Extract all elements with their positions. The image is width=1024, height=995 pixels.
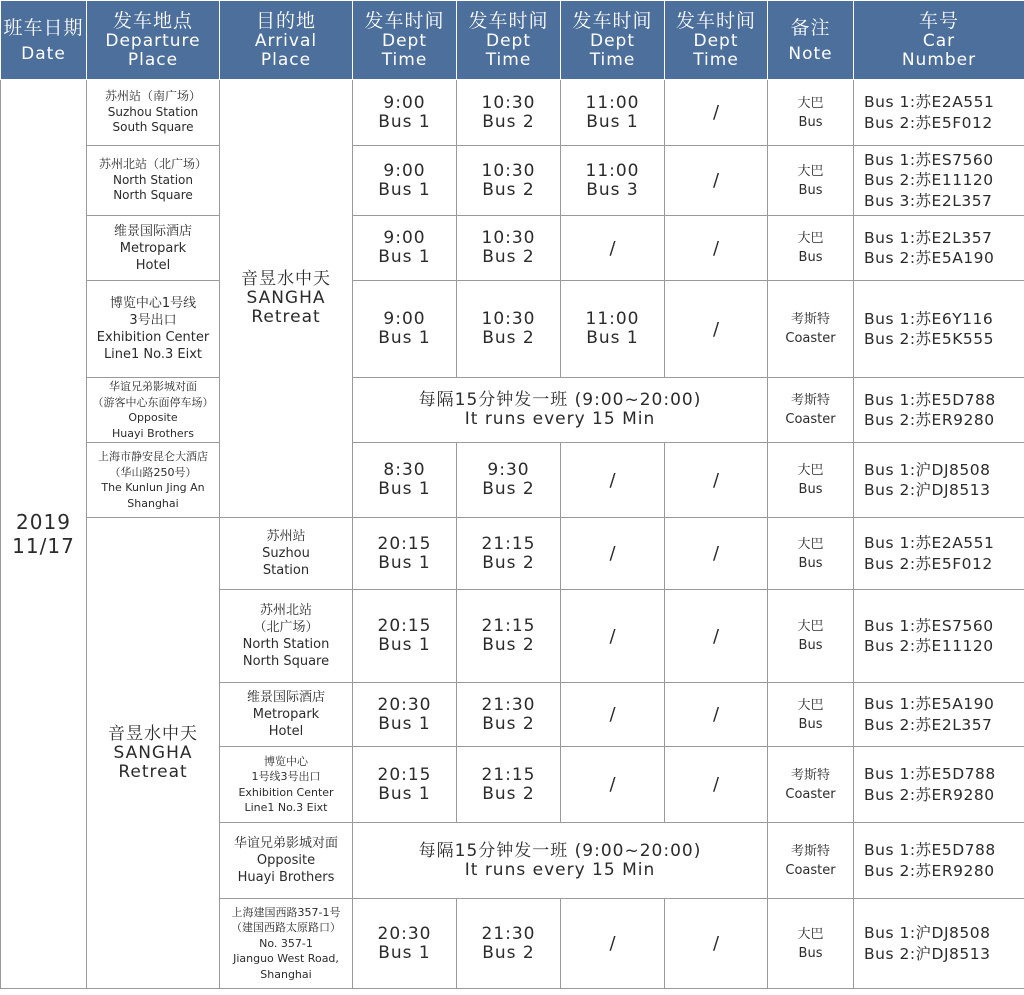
car-line: Bus 1:苏E5D788 [864, 841, 996, 859]
place-line: Line1 No.3 Eixt [103, 347, 203, 362]
time-value: 9:00 [383, 309, 426, 329]
vehicle-note [768, 590, 854, 683]
place-line: （建国西路太原路口） [231, 921, 341, 935]
dept-time [353, 216, 457, 281]
place-line: SANGHA [113, 742, 193, 763]
header-dept-time-zh: 发车时间 [364, 10, 445, 32]
bus-label: Bus 3 [586, 179, 639, 200]
bus-label: Bus 2 [482, 942, 535, 963]
dept-time [457, 281, 561, 378]
place-line: 华谊兄弟影城对面 [233, 836, 338, 851]
place-line: Jianguo West Road, [233, 952, 339, 966]
time-value: 8:30 [383, 460, 426, 480]
header-dept-time-1 [353, 1, 457, 80]
bus-label: Bus 1 [378, 479, 431, 499]
place-line: Opposite [256, 853, 316, 868]
header-dept-time-2 [457, 1, 561, 80]
arrival-place [220, 80, 353, 518]
time-value: 20:15 [377, 616, 432, 636]
vehicle-note [768, 747, 854, 823]
dept-time [353, 899, 457, 989]
header-departure-zh: 发车地点 [112, 10, 193, 32]
header-dept-time-en: Dept [589, 31, 635, 51]
car-line: Bus 1:苏E5D788 [864, 765, 996, 783]
departure-place [87, 281, 220, 378]
dept-time-empty: / [561, 683, 665, 747]
time-value: 10:30 [481, 160, 536, 181]
vehicle-note [768, 281, 854, 378]
dept-time [457, 747, 561, 823]
car-line: Bus 1:苏E2A551 [864, 93, 995, 111]
header-note-zh: 备注 [790, 16, 831, 39]
note-zh: 大巴 [797, 697, 824, 713]
car-line: Bus 2:沪DJ8513 [864, 944, 991, 963]
date-day: 11/17 [12, 534, 75, 558]
time-value: 20:30 [377, 694, 432, 715]
place-line: Exhibition Center [96, 330, 210, 345]
place-line: Retreat [118, 761, 188, 782]
place-line: The Kunlun Jing An [101, 481, 205, 494]
note-zh: 大巴 [797, 619, 824, 634]
car-line: Bus 3:苏E2L357 [864, 191, 993, 210]
header-departure-en: Departure [105, 31, 201, 51]
bus-label: Bus 1 [378, 635, 431, 655]
dept-time [457, 683, 561, 747]
place-line: 3号出口 [129, 313, 177, 328]
place-line: 上海建国西路357-1号 [231, 905, 341, 919]
car-number [854, 747, 1024, 823]
car-number [854, 80, 1024, 146]
dept-time [457, 590, 561, 683]
place-line: Exhibition Center [238, 785, 334, 799]
table-row [1, 443, 1024, 518]
header-dept-time-en: Dept [693, 31, 739, 51]
dept-time [353, 146, 457, 216]
bus-label: Bus 1 [378, 179, 431, 200]
time-value: 21:15 [481, 533, 536, 554]
return-departure-place [87, 518, 220, 989]
vehicle-note [768, 518, 854, 590]
note-zh: 大巴 [797, 536, 824, 552]
dept-time [561, 281, 665, 378]
place-line: 苏州站（南广场） [104, 89, 201, 104]
header-row [1, 1, 1024, 80]
dept-time-empty: / [665, 590, 768, 683]
dept-time-empty: / [561, 443, 665, 518]
table-row [1, 518, 1024, 590]
header-dept-time-zh: 发车时间 [572, 10, 653, 32]
place-line: North Station [112, 172, 194, 187]
note-zh: 考斯特 [790, 767, 830, 783]
car-line: Bus 2:苏E11120 [864, 637, 994, 655]
place-line: 维景国际酒店 [113, 223, 192, 239]
bus-label: Bus 2 [482, 479, 535, 499]
bus-label: Bus 2 [482, 552, 535, 573]
header-arrival-en: Arrival [254, 31, 318, 51]
time-value: 9:00 [383, 228, 426, 248]
place-line: South Square [112, 120, 194, 135]
time-value: 9:00 [383, 92, 426, 113]
dept-time-empty: / [665, 146, 768, 216]
departure-place [87, 216, 220, 281]
header-date-zh: 班车日期 [3, 16, 84, 39]
time-value: 10:30 [481, 228, 536, 248]
vehicle-note [768, 80, 854, 146]
place-line: Hotel [268, 724, 304, 739]
frequency-zh: 每隔15分钟发一班 (9:00~20:00) [418, 390, 702, 410]
frequency-en: It runs every 15 Min [464, 409, 656, 429]
dept-time-empty: / [665, 281, 768, 378]
dept-time [561, 80, 665, 146]
vehicle-note [768, 378, 854, 443]
header-dept-time-zh: 发车时间 [675, 10, 756, 32]
time-value: 10:30 [481, 309, 536, 329]
note-en: Bus [798, 716, 823, 732]
vehicle-note [768, 683, 854, 747]
header-arrival-zh: 目的地 [255, 10, 316, 32]
note-zh: 大巴 [797, 163, 824, 179]
time-value: 11:00 [585, 92, 640, 113]
place-line: Huayi Brothers [237, 870, 335, 885]
car-line: Bus 2:苏E5F012 [864, 554, 993, 573]
vehicle-note [768, 823, 854, 899]
dept-time-empty: / [665, 747, 768, 823]
header-dept-time-en: Time [693, 50, 739, 70]
departure-place [87, 146, 220, 216]
car-line: Bus 1:苏E2A551 [864, 534, 995, 552]
dept-time [457, 518, 561, 590]
note-zh: 大巴 [797, 463, 824, 478]
note-zh: 考斯特 [790, 393, 830, 408]
bus-label: Bus 2 [482, 179, 535, 200]
frequency-en: It runs every 15 Min [464, 859, 656, 880]
time-value: 20:15 [377, 764, 432, 785]
car-number [854, 378, 1024, 443]
frequency-zh: 每隔15分钟发一班 (9:00~20:00) [418, 840, 702, 861]
place-line: （华山路250号） [109, 465, 197, 479]
bus-label: Bus 1 [378, 247, 431, 267]
time-value: 10:30 [481, 92, 536, 113]
header-dept-time-4 [665, 1, 768, 80]
time-value: 21:15 [481, 764, 536, 785]
vehicle-note [768, 146, 854, 216]
dept-time-empty: / [665, 443, 768, 518]
place-line: North Square [113, 188, 193, 203]
table-row [1, 216, 1024, 281]
dept-time [353, 443, 457, 518]
car-line: Bus 2:苏E5A190 [864, 249, 995, 267]
time-value: 20:15 [377, 533, 432, 554]
arrival-place [220, 518, 353, 590]
place-line: 苏州北站（北广场） [98, 157, 207, 172]
note-zh: 考斯特 [790, 312, 830, 327]
place-line: Shanghai [260, 967, 312, 981]
bus-label: Bus 1 [378, 783, 431, 804]
car-number [854, 443, 1024, 518]
place-line: Station [262, 563, 310, 578]
header-date [1, 1, 87, 80]
car-number [854, 146, 1024, 216]
car-line: Bus 1:沪DJ8508 [864, 460, 991, 479]
header-arrival [220, 1, 353, 80]
dept-time-empty: / [665, 518, 768, 590]
table-row [1, 80, 1024, 146]
car-line: Bus 2:苏E5K555 [864, 330, 994, 348]
car-line: Bus 1:苏ES7560 [864, 150, 994, 169]
car-line: Bus 1:苏E5D788 [864, 390, 996, 409]
dept-time [457, 216, 561, 281]
place-line: （北广场） [253, 620, 319, 635]
dept-time-empty: / [561, 216, 665, 281]
dept-time-empty: / [665, 899, 768, 989]
note-en: Bus [798, 555, 823, 571]
time-value: 20:30 [377, 923, 432, 944]
vehicle-note [768, 443, 854, 518]
vehicle-note [768, 216, 854, 281]
place-line: Suzhou [262, 546, 310, 561]
header-dept-time-zh: 发车时间 [468, 10, 549, 32]
date-cell [1, 80, 87, 989]
car-number [854, 683, 1024, 747]
place-line: （游客中心东面停车场） [92, 395, 214, 409]
header-note-en: Note [788, 43, 833, 64]
car-line: Bus 2:苏ER9280 [864, 785, 995, 804]
date-year: 2019 [16, 510, 71, 534]
arrival-place [220, 747, 353, 823]
place-line: SANGHA [246, 288, 326, 308]
place-line: 上海市静安昆仑大酒店 [98, 450, 208, 463]
place-line: Line1 No.3 Eixt [244, 801, 328, 814]
car-number [854, 518, 1024, 590]
arrival-place [220, 590, 353, 683]
place-line: North Station [242, 637, 330, 652]
departure-place [87, 443, 220, 518]
dept-time [457, 443, 561, 518]
dept-time-empty: / [561, 899, 665, 989]
dept-time-empty: / [665, 216, 768, 281]
dept-time [457, 80, 561, 146]
dept-time [353, 683, 457, 747]
bus-label: Bus 1 [378, 552, 431, 573]
time-value: 21:30 [481, 923, 536, 944]
note-en: Bus [798, 114, 823, 130]
note-en: Coaster [785, 331, 836, 346]
frequency-cell [353, 823, 768, 899]
bus-label: Bus 2 [482, 635, 535, 655]
note-en: Bus [798, 250, 823, 265]
header-arrival-en: Place [260, 50, 312, 70]
place-line: 博览中心 [264, 754, 308, 768]
header-car-en: Number [901, 50, 977, 70]
place-line: 苏州北站 [259, 603, 312, 618]
place-line: Shanghai [127, 496, 179, 510]
header-note [768, 1, 854, 80]
header-departure-en: Place [127, 50, 179, 70]
bus-label: Bus 1 [378, 713, 431, 734]
dept-time [457, 899, 561, 989]
time-value: 21:15 [481, 616, 536, 636]
dept-time [457, 146, 561, 216]
place-line: Retreat [251, 307, 321, 327]
place-line: 华谊兄弟影城对面 [109, 380, 197, 393]
arrival-place [220, 823, 353, 899]
header-dept-time-3 [561, 1, 665, 80]
dept-time [353, 747, 457, 823]
note-en: Coaster [785, 412, 836, 427]
dept-time-empty: / [561, 590, 665, 683]
bus-label: Bus 1 [586, 111, 639, 132]
time-value: 21:30 [481, 694, 536, 715]
bus-label: Bus 1 [378, 942, 431, 963]
dept-time [353, 281, 457, 378]
note-zh: 考斯特 [790, 843, 830, 859]
header-car-en: Car [922, 31, 956, 51]
header-dept-time-en: Time [381, 50, 428, 70]
dept-time-empty: / [561, 747, 665, 823]
car-number [854, 281, 1024, 378]
note-zh: 大巴 [797, 926, 824, 942]
bus-label: Bus 2 [482, 783, 535, 804]
place-line: 博览中心1号线 [109, 296, 197, 311]
note-en: Coaster [785, 862, 836, 878]
car-number [854, 899, 1024, 989]
bus-label: Bus 1 [586, 328, 639, 348]
note-zh: 大巴 [797, 231, 824, 246]
bus-label: Bus 2 [482, 111, 535, 132]
header-dept-time-en: Time [589, 50, 636, 70]
header-dept-time-en: Dept [381, 31, 427, 51]
place-line: North Square [242, 654, 330, 669]
dept-time-empty: / [561, 518, 665, 590]
bus-label: Bus 2 [482, 713, 535, 734]
car-line: Bus 1:沪DJ8508 [864, 924, 991, 942]
dept-time [561, 146, 665, 216]
time-value: 9:00 [383, 160, 426, 181]
table-row [1, 281, 1024, 378]
dept-time-empty: / [665, 80, 768, 146]
car-line: Bus 2:苏ER9280 [864, 861, 995, 880]
header-departure [87, 1, 220, 80]
place-line: 1号线3号出口 [251, 770, 321, 783]
car-line: Bus 1:苏E2L357 [864, 228, 993, 247]
place-line: 维景国际酒店 [246, 690, 325, 705]
place-line: Opposite [128, 411, 178, 424]
car-line: Bus 1:苏ES7560 [864, 616, 994, 635]
car-line: Bus 2:苏E5F012 [864, 113, 993, 132]
place-line: 音昱水中天 [108, 723, 198, 744]
time-value: 11:00 [585, 309, 640, 329]
car-line: Bus 2:苏ER9280 [864, 411, 995, 429]
place-line: Hotel [135, 257, 171, 273]
car-line: Bus 2:苏E11120 [864, 171, 994, 190]
place-line: Suzhou Station [107, 104, 199, 119]
note-en: Bus [798, 638, 823, 653]
frequency-cell [353, 378, 768, 443]
dept-time [353, 518, 457, 590]
car-number [854, 216, 1024, 281]
dept-time [353, 590, 457, 683]
place-line: Metropark [119, 240, 187, 256]
bus-label: Bus 1 [378, 111, 431, 132]
table-row [1, 146, 1024, 216]
note-en: Bus [798, 945, 823, 961]
header-car-number [854, 1, 1024, 80]
departure-place [87, 80, 220, 146]
header-car-zh: 车号 [918, 10, 959, 32]
car-line: Bus 2:沪DJ8513 [864, 481, 991, 499]
header-date-en: Date [21, 43, 66, 64]
bus-label: Bus 1 [378, 328, 431, 348]
header-dept-time-en: Dept [485, 31, 531, 51]
car-line: Bus 1:苏E6Y116 [864, 309, 994, 328]
dept-time-empty: / [665, 683, 768, 747]
place-line: Huayi Brothers [112, 426, 194, 440]
place-line: Metropark [252, 707, 320, 722]
place-line: 音昱水中天 [241, 269, 331, 289]
place-line: 苏州站 [266, 529, 306, 544]
time-value: 11:00 [585, 160, 640, 181]
note-en: Coaster [785, 786, 836, 802]
note-zh: 大巴 [797, 95, 824, 111]
dept-time [353, 80, 457, 146]
car-line: Bus 2:苏E2L357 [864, 715, 993, 734]
arrival-place [220, 899, 353, 989]
vehicle-note [768, 899, 854, 989]
car-number [854, 590, 1024, 683]
car-number [854, 823, 1024, 899]
note-en: Bus [798, 482, 823, 497]
bus-label: Bus 2 [482, 328, 535, 348]
bus-label: Bus 2 [482, 247, 535, 267]
departure-place [87, 378, 220, 443]
arrival-place [220, 683, 353, 747]
time-value: 9:30 [487, 460, 530, 480]
table-row [1, 378, 1024, 443]
header-dept-time-en: Time [485, 50, 532, 70]
note-en: Bus [798, 182, 823, 198]
place-line: No. 357-1 [259, 936, 313, 950]
car-line: Bus 1:苏E5A190 [864, 695, 995, 713]
